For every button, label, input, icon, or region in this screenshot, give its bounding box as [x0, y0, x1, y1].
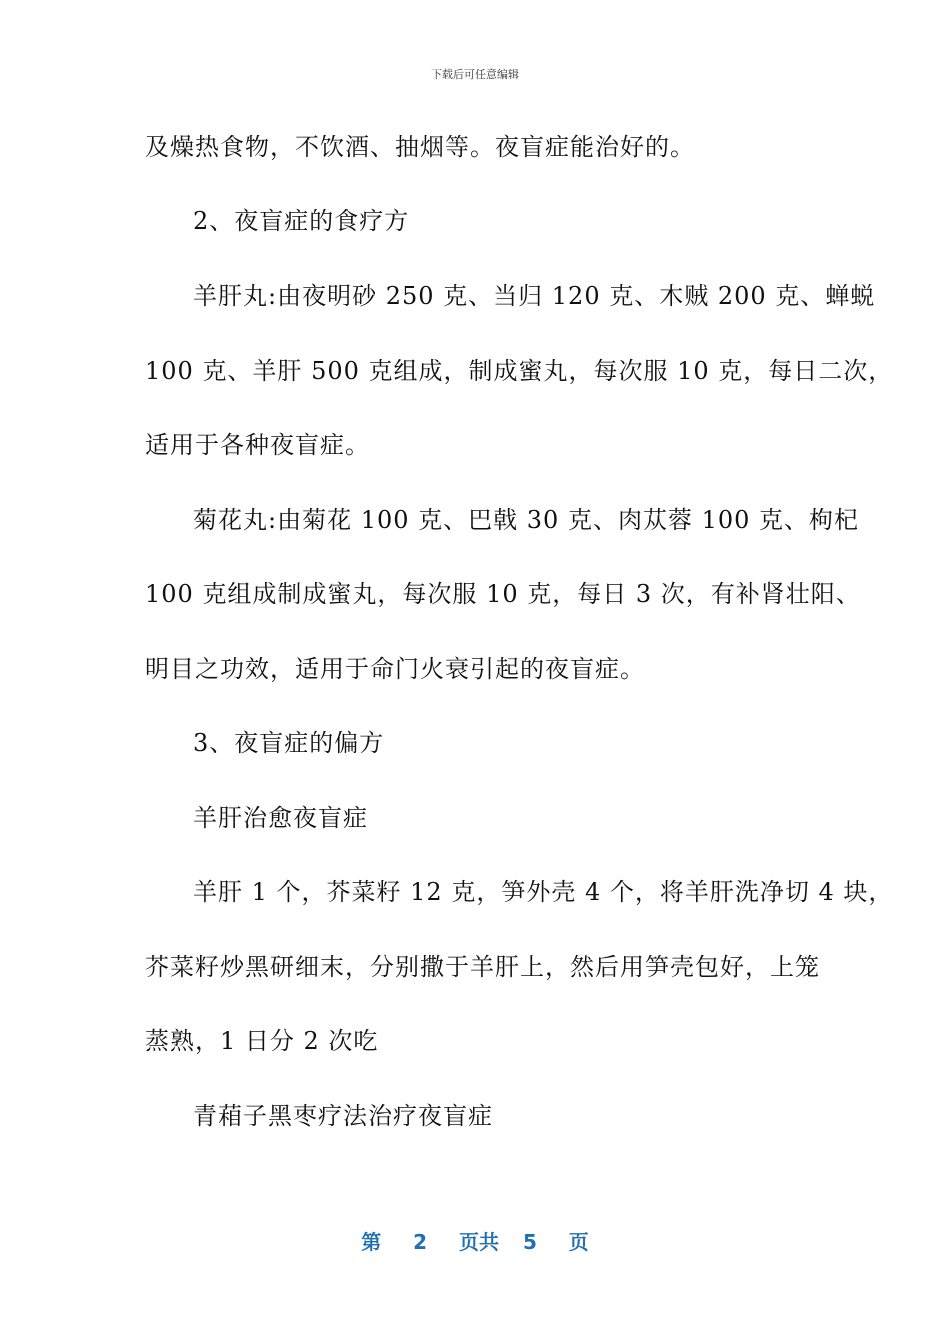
section-heading-food-therapy: 2、夜盲症的食疗方: [193, 207, 410, 235]
text-line-5: 适用于各种夜盲症。: [145, 431, 370, 459]
section-heading-folk-remedies: 3、夜盲症的偏方: [193, 729, 385, 757]
footer-page-number: 2: [413, 1230, 428, 1254]
text-line-12: 芥菜籽炒黑研细末，分别撒于羊肝上，然后用笋壳包好，上笼: [145, 953, 820, 981]
remedy-title-celosia-jujube: 青葙子黑枣疗法治疗夜盲症: [193, 1102, 493, 1130]
text-line-6: 菊花丸:由菊花 100 克、巴戟 30 克、肉苁蓉 100 克、枸杞: [193, 506, 860, 534]
text-line-1: 及燥热食物，不饮酒、抽烟等。夜盲症能治好的。: [145, 133, 695, 161]
footer-middle: 页共: [459, 1230, 499, 1254]
text-line-3: 羊肝丸:由夜明砂 250 克、当归 120 克、木贼 200 克、蝉蜕: [193, 282, 876, 310]
text-line-8: 明目之功效，适用于命门火衰引起的夜盲症。: [145, 655, 645, 683]
footer-suffix: 页: [568, 1230, 589, 1254]
remedy-title-goat-liver: 羊肝治愈夜盲症: [193, 804, 368, 832]
page-footer: [0, 1226, 950, 1255]
text-line-7: 100 克组成制成蜜丸，每次服 10 克，每日 3 次，有补肾壮阳、: [145, 580, 861, 608]
page-header: 下载后可任意编辑: [431, 68, 519, 81]
text-line-4: 100 克、羊肝 500 克组成，制成蜜丸，每次服 10 克，每日二次，: [145, 357, 894, 385]
text-line-11: 羊肝 1 个，芥菜籽 12 克，笋外壳 4 个，将羊肝洗净切 4 块，: [193, 878, 894, 906]
text-line-13: 蒸熟，1 日分 2 次吃: [145, 1027, 379, 1055]
footer-prefix: 第: [361, 1230, 382, 1254]
footer-total-pages: 5: [522, 1230, 537, 1254]
